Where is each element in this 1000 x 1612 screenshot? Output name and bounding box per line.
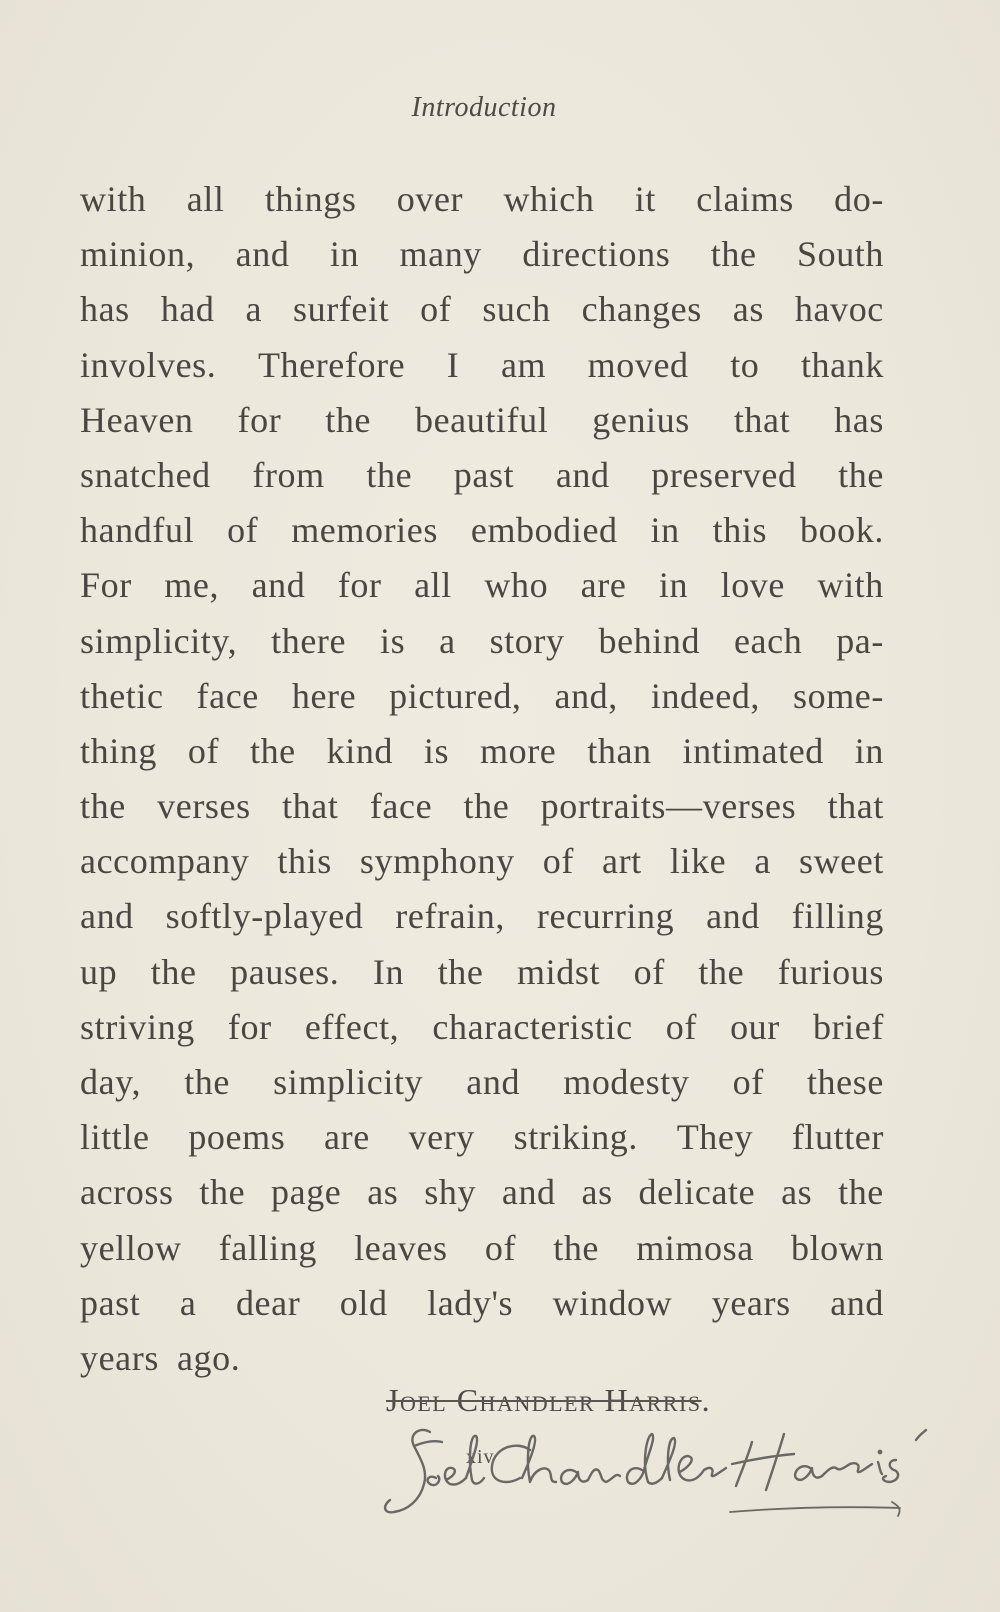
word: which xyxy=(503,179,595,219)
word: the xyxy=(80,786,126,827)
word: are xyxy=(324,1117,370,1158)
printed-signature xyxy=(386,1382,711,1419)
word: old xyxy=(339,1282,388,1323)
word: changes xyxy=(581,289,702,330)
word: window xyxy=(552,1282,673,1323)
word: softly-played xyxy=(165,896,364,937)
word: poems xyxy=(188,1117,286,1158)
word: accompany xyxy=(80,841,250,882)
word: it xyxy=(634,179,656,219)
word: years xyxy=(80,1337,159,1378)
word: lady's xyxy=(427,1282,514,1323)
word: embodied xyxy=(470,510,618,551)
word: symphony xyxy=(359,841,515,882)
word: things xyxy=(264,179,357,219)
word: For xyxy=(80,565,132,606)
word: and xyxy=(501,1172,556,1213)
word: the xyxy=(553,1227,600,1268)
word: years xyxy=(711,1282,791,1323)
word: past xyxy=(453,454,515,495)
word: and xyxy=(80,896,134,937)
word: thing xyxy=(80,730,158,771)
word: shy xyxy=(424,1172,477,1213)
word: Heaven xyxy=(80,399,194,440)
word: of xyxy=(227,510,259,551)
word: verses xyxy=(157,786,251,827)
word: thank xyxy=(800,344,884,385)
word: from xyxy=(252,454,325,495)
word: the xyxy=(249,730,296,771)
word: surfeit xyxy=(293,289,390,330)
running-head-title: Introduction xyxy=(411,92,557,123)
word: for xyxy=(227,1006,272,1047)
word: as xyxy=(781,1172,813,1213)
word: midst xyxy=(517,951,601,992)
word: snatched xyxy=(80,454,211,495)
word: with xyxy=(817,565,884,606)
word: as xyxy=(581,1172,613,1213)
word: blown xyxy=(790,1227,884,1268)
word: genius xyxy=(592,399,690,440)
word: delicate xyxy=(638,1172,756,1213)
word: indeed, xyxy=(650,675,761,716)
word: has xyxy=(834,399,884,440)
body-text xyxy=(80,172,884,1386)
word: ago. xyxy=(176,1337,241,1378)
word: of xyxy=(732,1062,764,1102)
text-line xyxy=(80,1055,884,1110)
word: a xyxy=(439,620,456,661)
text-line xyxy=(80,724,884,779)
text-line xyxy=(80,338,884,393)
word: up xyxy=(80,951,118,992)
text-line xyxy=(80,779,884,834)
word: brief xyxy=(812,1006,884,1047)
word: love xyxy=(720,565,785,606)
text-line xyxy=(80,503,884,558)
word: the xyxy=(437,951,484,992)
word: of xyxy=(484,1227,517,1268)
word: simplicity, xyxy=(80,620,238,661)
word: a xyxy=(179,1282,197,1323)
word: In xyxy=(372,951,405,992)
word: for xyxy=(237,399,282,440)
word: striving xyxy=(80,1006,195,1047)
word: such xyxy=(482,289,551,330)
word: a xyxy=(754,841,771,882)
text-line xyxy=(80,834,884,889)
printed-signature-name: Joel Chandler Harris xyxy=(386,1382,702,1418)
word: of xyxy=(420,289,452,330)
word: with xyxy=(80,179,147,219)
word: there xyxy=(271,620,347,661)
word: the xyxy=(366,454,413,495)
word: pa- xyxy=(836,620,884,661)
word: as xyxy=(732,289,764,330)
text-line xyxy=(80,614,884,669)
word: these xyxy=(806,1062,884,1102)
word: for xyxy=(337,565,382,606)
word: yellow xyxy=(80,1227,182,1268)
word: the xyxy=(184,1062,230,1102)
word: South xyxy=(796,234,884,275)
word: and xyxy=(555,454,610,495)
word: filling xyxy=(791,896,884,937)
text-line xyxy=(80,669,884,724)
word: is xyxy=(380,620,406,661)
word: the xyxy=(698,951,745,992)
word: the xyxy=(150,951,197,992)
word: and, xyxy=(554,675,618,716)
word: face xyxy=(196,675,259,716)
word: the xyxy=(710,234,757,275)
word: characteristic xyxy=(432,1006,633,1047)
word: to xyxy=(730,344,760,385)
word: modesty xyxy=(563,1062,690,1102)
word: little xyxy=(80,1117,150,1158)
word: of xyxy=(633,951,665,992)
word: face xyxy=(369,786,433,827)
word: the xyxy=(838,1172,884,1213)
word: memories xyxy=(291,510,438,551)
word: recurring xyxy=(536,896,675,937)
word: preserved xyxy=(651,454,797,495)
word: effect, xyxy=(304,1006,400,1047)
word: dear xyxy=(235,1282,301,1323)
word: and xyxy=(706,896,760,937)
word: claims xyxy=(696,179,794,219)
word: in xyxy=(854,730,884,771)
word: of xyxy=(665,1006,697,1047)
word: of xyxy=(542,841,574,882)
word: as xyxy=(367,1172,399,1213)
word: the xyxy=(199,1172,246,1213)
text-line xyxy=(80,393,884,448)
word: intimated xyxy=(682,730,824,771)
word: all xyxy=(414,565,452,606)
word: day, xyxy=(80,1062,142,1102)
word: thetic xyxy=(80,675,164,716)
word: had xyxy=(160,289,215,330)
word: kind xyxy=(326,730,394,771)
word: across xyxy=(80,1172,174,1213)
word: sweet xyxy=(798,841,884,882)
word: beautiful xyxy=(414,399,549,440)
text-line xyxy=(80,1165,884,1220)
word: behind xyxy=(598,620,701,661)
word: and xyxy=(235,234,290,275)
text-line xyxy=(80,172,884,227)
word: over xyxy=(396,179,464,219)
word: who xyxy=(484,565,549,606)
text-line xyxy=(80,1221,884,1276)
word: this xyxy=(277,841,332,882)
text-line xyxy=(80,889,884,944)
word: are xyxy=(580,565,627,606)
handwritten-signature xyxy=(380,1420,960,1540)
word: story xyxy=(489,620,565,661)
word: than xyxy=(587,730,652,771)
word: pictured, xyxy=(389,675,522,716)
word: very xyxy=(408,1117,475,1158)
text-line xyxy=(80,282,884,337)
word: the xyxy=(463,786,510,827)
word: They xyxy=(676,1117,754,1158)
text-line xyxy=(80,227,884,282)
word: like xyxy=(669,841,727,882)
word: our xyxy=(730,1006,780,1047)
word: simplicity xyxy=(273,1062,424,1102)
word: some- xyxy=(793,675,884,716)
word: many xyxy=(399,234,482,275)
word: past xyxy=(80,1282,141,1323)
text-line xyxy=(80,1110,884,1165)
word: me, xyxy=(164,565,220,606)
printed-signature-period: . xyxy=(701,1382,712,1418)
word: do- xyxy=(834,179,884,219)
word: a xyxy=(245,289,263,330)
word: in xyxy=(650,510,680,551)
word: the xyxy=(325,399,372,440)
word: page xyxy=(271,1172,342,1213)
word: Therefore xyxy=(257,344,406,385)
text-line xyxy=(80,558,884,613)
word: has xyxy=(80,289,130,330)
text-line xyxy=(80,448,884,503)
word: falling xyxy=(218,1227,317,1268)
word: all xyxy=(186,179,225,219)
word: involves. xyxy=(80,344,217,385)
word: and xyxy=(466,1062,521,1102)
word: moved xyxy=(587,344,689,385)
word: am xyxy=(500,344,547,385)
word: pauses. xyxy=(230,951,340,992)
word: I xyxy=(446,344,460,385)
word: minion, xyxy=(80,234,196,275)
word: that xyxy=(282,786,339,827)
word: here xyxy=(291,675,357,716)
word: of xyxy=(187,730,220,771)
word: refrain, xyxy=(395,896,506,937)
word: in xyxy=(658,565,689,606)
word: more xyxy=(480,730,557,771)
word: handful xyxy=(80,510,195,551)
word: is xyxy=(423,730,450,771)
word: that xyxy=(733,399,791,440)
word: flutter xyxy=(791,1117,884,1158)
word: portraits—verses xyxy=(540,786,797,827)
text-line xyxy=(80,1000,884,1055)
word: each xyxy=(733,620,803,661)
word: and xyxy=(830,1282,884,1323)
page-number: xiv xyxy=(466,1446,495,1468)
word: havoc xyxy=(794,289,884,330)
word: striking. xyxy=(513,1117,638,1158)
word: furious xyxy=(777,951,884,992)
text-line xyxy=(80,945,884,1000)
word: directions xyxy=(522,234,671,275)
word: and xyxy=(251,565,306,606)
word: mimosa xyxy=(636,1227,754,1268)
text-line xyxy=(80,1276,884,1331)
word: this xyxy=(712,510,768,551)
text-line xyxy=(80,1331,884,1386)
word: that xyxy=(827,786,884,827)
word: art xyxy=(602,841,642,882)
word: in xyxy=(329,234,360,275)
word: the xyxy=(838,454,884,495)
word: book. xyxy=(799,510,884,551)
word: leaves xyxy=(354,1227,448,1268)
